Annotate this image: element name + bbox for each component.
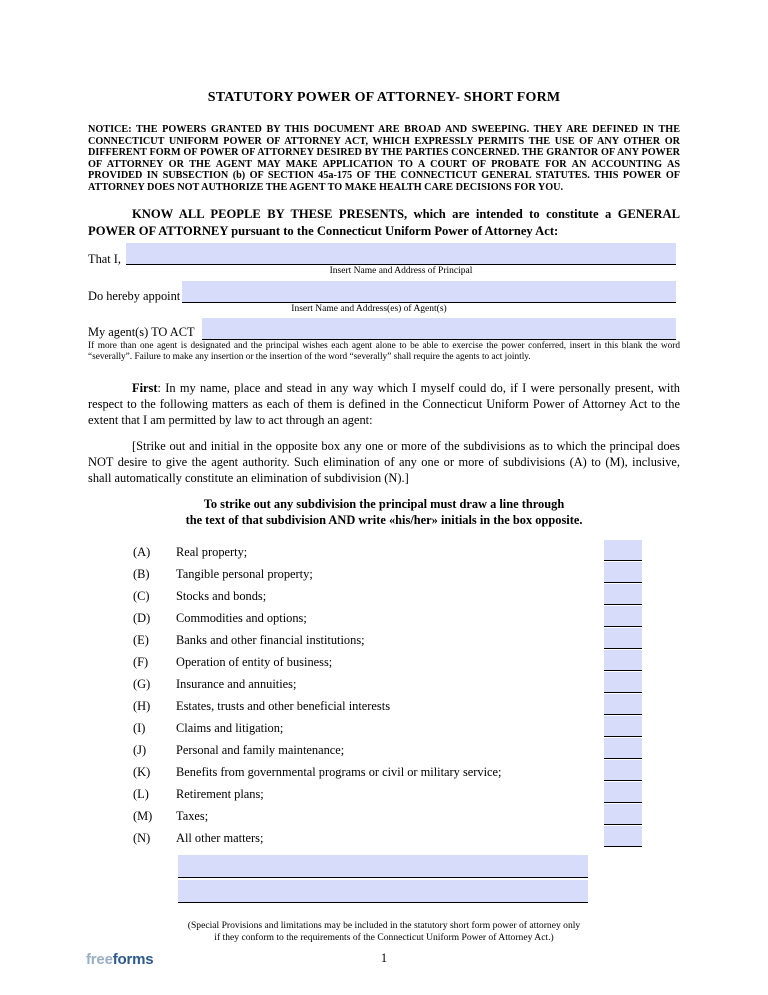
initials-box[interactable]	[604, 738, 642, 759]
subdivision-letter: (I)	[133, 721, 146, 735]
document-title: STATUTORY POWER OF ATTORNEY- SHORT FORM	[207, 90, 561, 105]
initials-box[interactable]	[604, 606, 642, 627]
subdivision-text: Banks and other financial institutions;	[176, 633, 365, 647]
agent-name-field[interactable]	[182, 281, 676, 303]
initials-box[interactable]	[604, 716, 642, 737]
act-note: If more than one agent is designated and the principal wishes each agent alone to be able to exercise the power conferred, insert in this blank the word “severally”. Failure to make any insertion or the insertion of the word “severally” shall require the agents to act jointly.	[88, 341, 680, 362]
principal-caption: Insert Name and Address of Principal	[329, 266, 473, 276]
special-note-line-1: (Special Provisions and limitations may be included in the statutory short form power of attorney only	[187, 920, 581, 931]
strike-instructions: [Strike out and initial in the opposite box any one or more of the subdivisions as to which the principal does NOT desire to give the agent authority. Such elimination of any one or more of subdivisions (A) to (M), inclusive, shall automatically constitute an elimination of subdivision (N).]	[88, 439, 680, 485]
subdivision-text: Estates, trusts and other beneficial interests	[176, 699, 391, 713]
subdivision-letter: (J)	[133, 743, 147, 757]
principal-name-field[interactable]	[126, 243, 676, 265]
initials-box[interactable]	[604, 826, 642, 847]
act-label: My agent(s) TO ACT	[88, 325, 195, 339]
subdivision-letter: (H)	[133, 699, 151, 713]
subdivision-letter: (F)	[133, 655, 149, 669]
subdivision-letter: (E)	[133, 633, 149, 647]
subdivision-letter: (B)	[133, 567, 150, 581]
subdivision-text: Benefits from governmental programs or civil or military service;	[176, 765, 502, 779]
subdivision-letter: (G)	[133, 677, 151, 691]
initials-box[interactable]	[604, 540, 642, 561]
instruction-line-2: the text of that subdivision AND write «his/her» initials in the box opposite.	[185, 513, 583, 527]
subdivision-text: Operation of entity of business;	[176, 655, 333, 669]
initials-box[interactable]	[604, 694, 642, 715]
subdivision-text: Personal and family maintenance;	[176, 743, 345, 757]
strike-instruction-heading	[88, 496, 680, 528]
logo-part-free: free	[86, 951, 113, 968]
special-provisions-line-2[interactable]	[178, 880, 588, 903]
subdivision-letter: (M)	[133, 809, 153, 823]
logo-part-forms: forms	[112, 951, 154, 968]
intro-paragraph: KNOW ALL PEOPLE BY THESE PRESENTS, which are intended to constitute a GENERAL POWER OF ATTORNEY pursuant to the Connecticut Uniform Power of Attorney Act:	[88, 207, 680, 238]
instruction-line-1: To strike out any subdivision the principal must draw a line through	[203, 497, 565, 511]
initials-box[interactable]	[604, 562, 642, 583]
subdivision-text: Taxes;	[176, 809, 209, 823]
subdivision-letter: (L)	[133, 787, 149, 801]
initials-box[interactable]	[604, 760, 642, 781]
subdivision-letter: (K)	[133, 765, 151, 779]
principal-label: That I,	[88, 252, 122, 266]
subdivision-letter: (N)	[133, 831, 151, 845]
subdivision-letter: (D)	[133, 611, 151, 625]
agent-label: Do hereby appoint	[88, 289, 181, 303]
special-provisions-note	[0, 920, 768, 943]
initials-box[interactable]	[604, 672, 642, 693]
special-provisions-line-1[interactable]	[178, 855, 588, 878]
subdivision-text: Real property;	[176, 545, 248, 559]
subdivision-letter: (C)	[133, 589, 150, 603]
first-label: First	[132, 381, 158, 395]
initials-box[interactable]	[604, 628, 642, 649]
subdivision-text: Retirement plans;	[176, 787, 264, 801]
act-manner-field[interactable]	[202, 318, 676, 340]
subdivision-text: All other matters;	[176, 831, 264, 845]
subdivision-text: Insurance and annuities;	[176, 677, 297, 691]
page-number: 1	[380, 951, 388, 965]
agent-caption: Insert Name and Address(es) of Agent(s)	[291, 304, 447, 314]
subdivision-text: Commodities and options;	[176, 611, 307, 625]
subdivision-text: Tangible personal property;	[176, 567, 313, 581]
notice-paragraph: NOTICE: THE POWERS GRANTED BY THIS DOCUMENT ARE BROAD AND SWEEPING. THEY ARE DEFINED IN THE CONNECTICUT UNIFORM POWER OF ATTORNEY ACT, WHICH EXPRESSLY PERMITS THE USE OF ANY OTHER OR DIFFERENT FORM OF POWER OF ATTORNEY DESIRED BY THE PARTIES CONCERNED. THE GRANTOR OF ANY POWER OF ATTORNEY OR THE AGENT MAY MAKE APPLICATION TO A COURT OF PROBATE FOR AN ACCOUNTING AS PROVIDED IN SUBSECTION (b) OF SECTION 45a-175 OF THE CONNECTICUT GENERAL STATUTES. THIS POWER OF ATTORNEY DOES NOT AUTHORIZE THE AGENT TO MAKE HEALTH CARE DECISIONS FOR YOU.	[88, 124, 680, 193]
initials-box[interactable]	[604, 782, 642, 803]
first-paragraph	[88, 380, 680, 428]
subdivision-text: Stocks and bonds;	[176, 589, 267, 603]
first-text: : In my name, place and stead in any way which I myself could do, if I were personally present, with respect to the following matters as each of them is defined in the Connecticut Uniform Power of Attorney Act to the extent that I am permitted by law to act through an agent:	[88, 381, 680, 427]
initials-box[interactable]	[604, 650, 642, 671]
subdivision-letter: (A)	[133, 545, 151, 559]
initials-box[interactable]	[604, 804, 642, 825]
subdivision-text: Claims and litigation;	[176, 721, 284, 735]
initials-box[interactable]	[604, 584, 642, 605]
special-note-line-2: if they conform to the requirements of the Connecticut Uniform Power of Attorney Act.)	[214, 931, 554, 943]
